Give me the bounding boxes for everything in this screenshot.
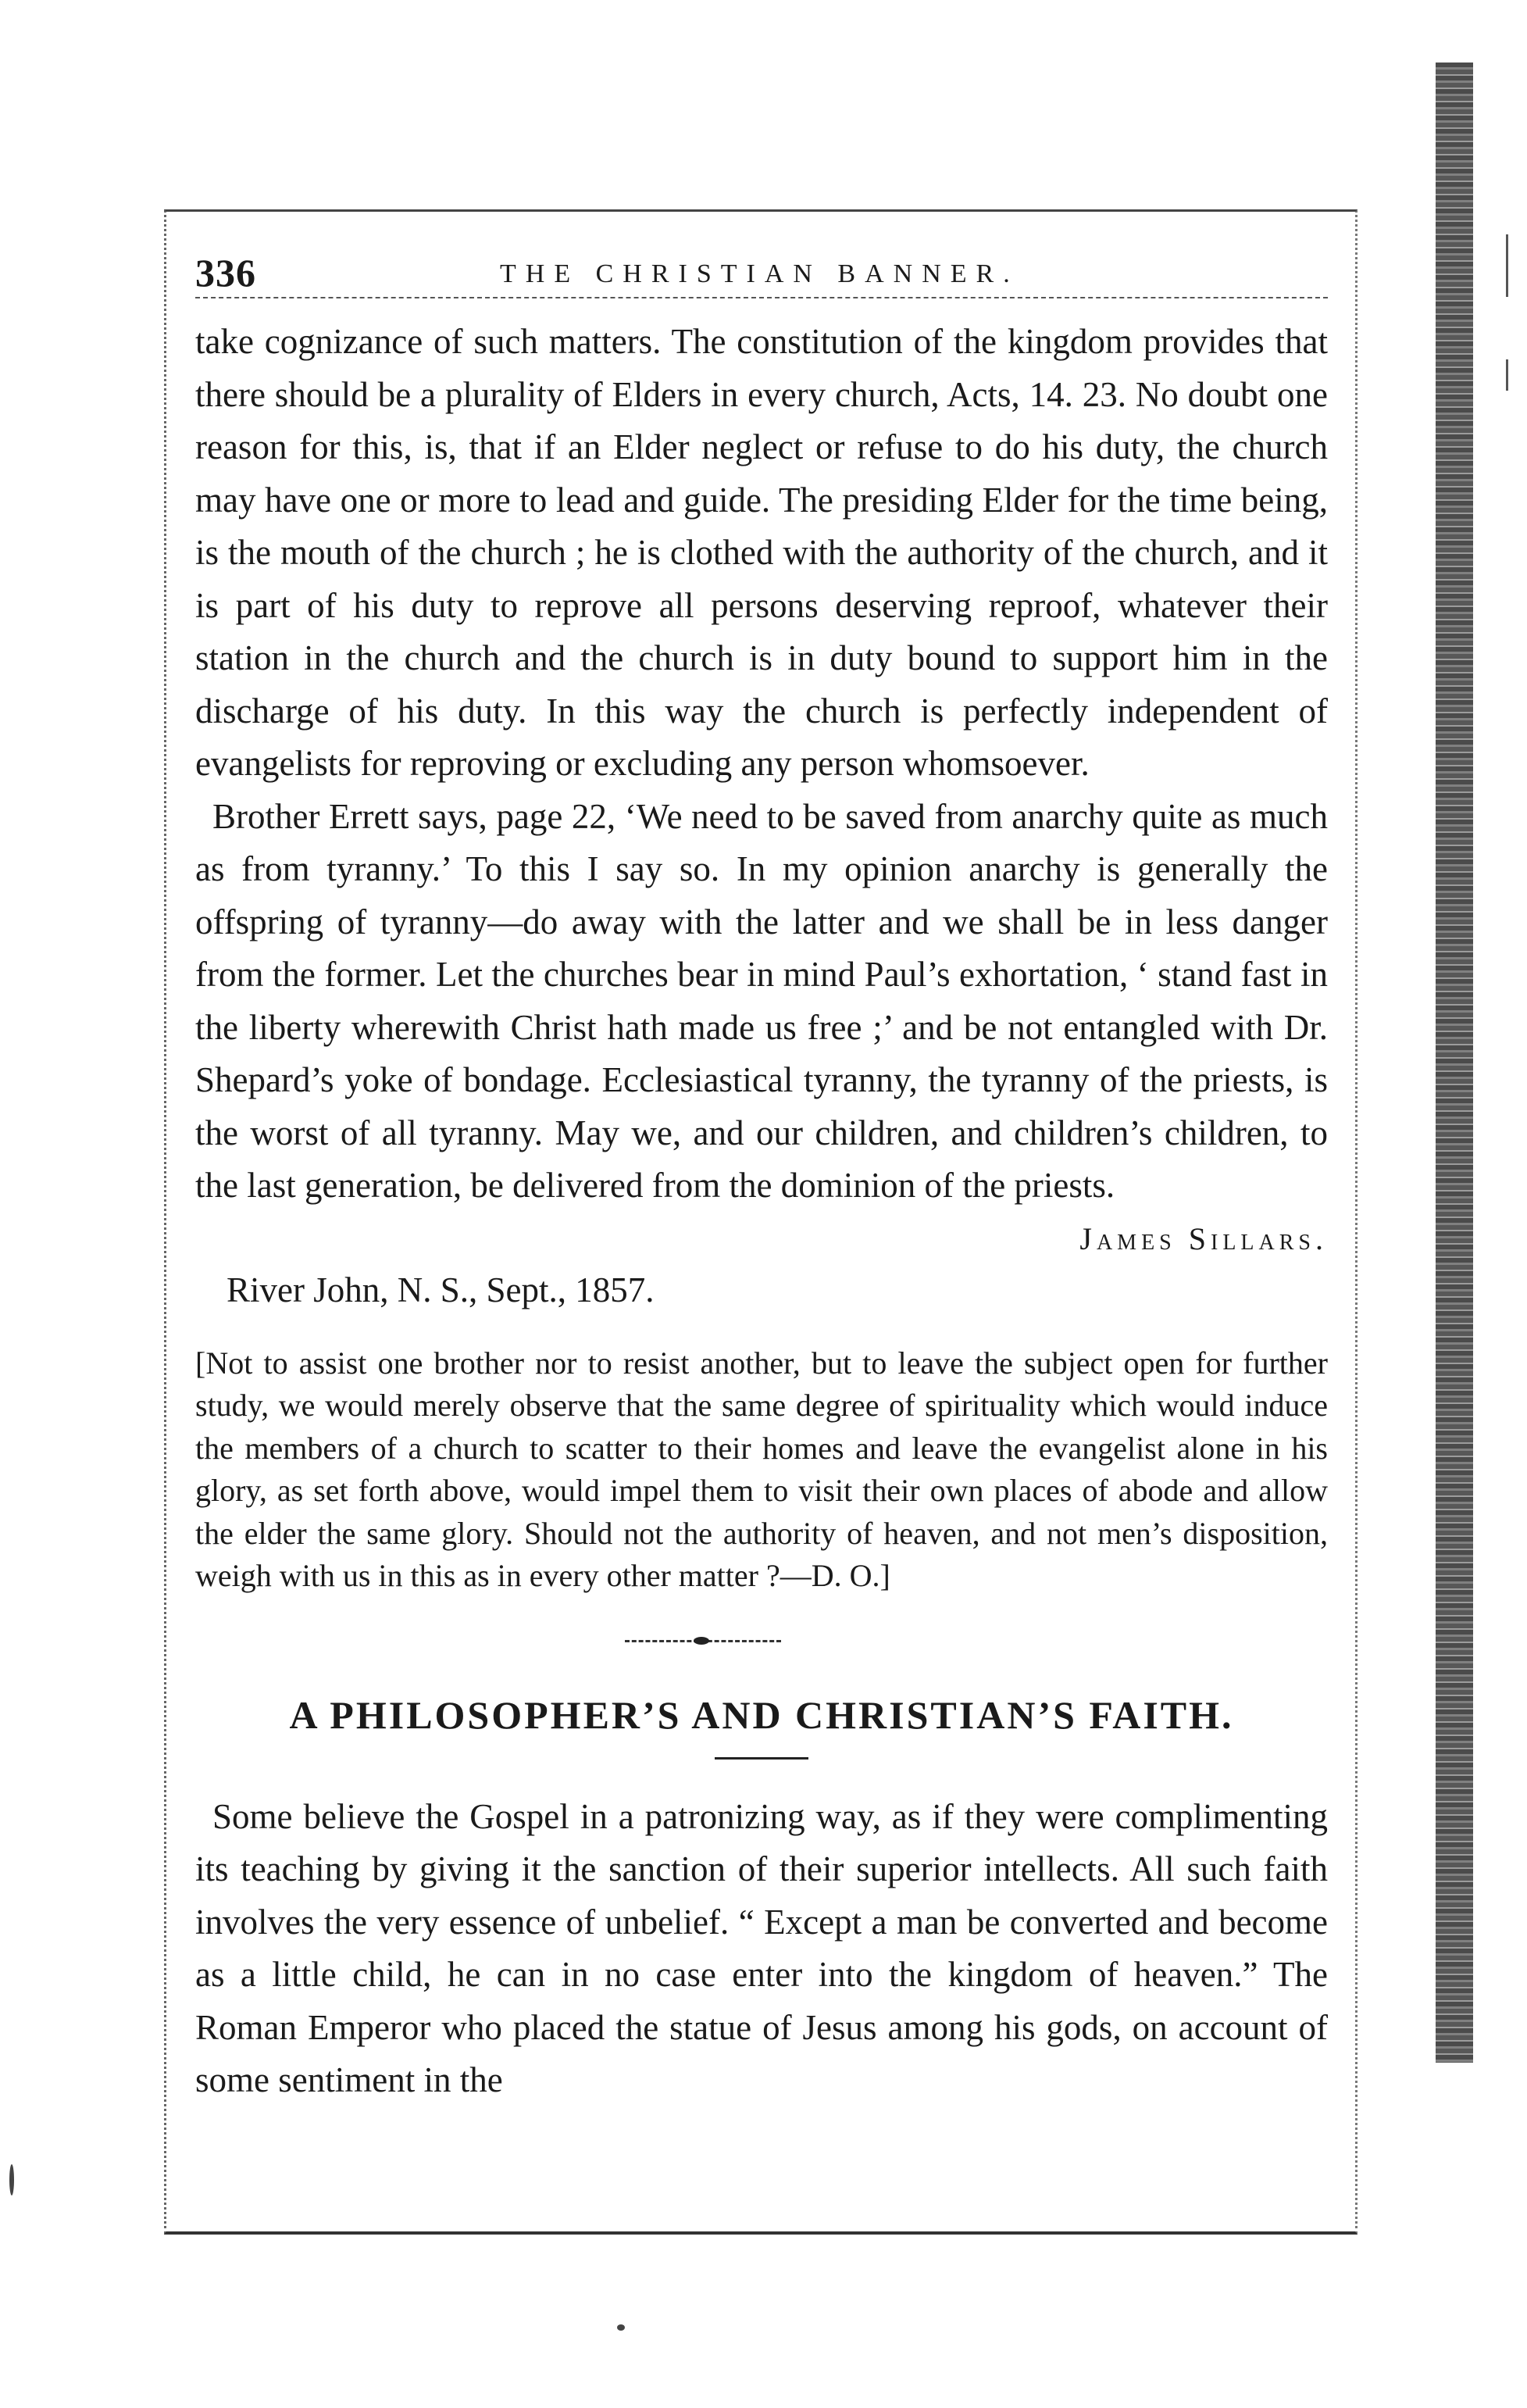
author-signature: James Sillars.: [1079, 1220, 1328, 1256]
article-paragraph: Some believe the Gospel in a patronizing way, as if they were complimenting its teaching by giving it the sanction of their superior intellects. All such faith involves the very essence of unbelief. “ Except a man be converted and become as a little child, he can in no case enter into the kingdom of heaven.” The Roman Emperor who placed the statue of Jesus among his gods, on account of some sentiment in the: [195, 1796, 1328, 2099]
title-rule: [715, 1757, 808, 1760]
edge-mark: [1506, 234, 1508, 297]
header-rule: [195, 297, 1328, 298]
page-header: [195, 234, 1328, 295]
article-title: A PHILOSOPHER’S AND CHRISTIAN’S FAITH.: [289, 1692, 1234, 1737]
divider-ornament: [694, 1637, 709, 1645]
book-spine-shadow: [1436, 63, 1473, 2063]
body-paragraph: Brother Errett says, page 22, ‘We need to be saved from anarchy quite as much as from tyranny.’ To this I say so. In my opinion anarchy is generally the offspring of tyranny—do away with the latter and we shall be in less danger from the former. Let the churches bear in mind Paul’s exhortation, ‘ stand fast in the liberty wherewith Christ hath made us free ;’ and be not entangled with Dr. Shepard’s yoke of bondage. Ecclesiastical tyranny, the tyranny of the priests, is the worst of all tyranny. May we, and our children, and children’s children, to the last generation, be delivered from the dominion of the priests.: [195, 796, 1328, 1205]
running-title: THE CHRISTIAN BANNER.: [500, 259, 1019, 288]
scan-artifact: [617, 2324, 625, 2331]
edge-mark: [1506, 359, 1508, 391]
body-paragraph: take cognizance of such matters. The constitution of the kingdom provides that there should be a plurality of Elders in every church, Acts, 14. 23. No doubt one reason for this, is, that if an Elder neglect or refuse to do his duty, the church may have one or more to lead and guide. The presiding Elder for the time being, is the mouth of the church ; he is clothed with the authority of the church, and it is part of his duty to reprove all persons deserving reproof, whatever their station in the church and the church is in duty bound to support him in the discharge of his duty. In this way the church is perfectly independent of evangelists for reproving or excluding any person whomsoever.: [195, 322, 1328, 783]
scan-artifact: [9, 2164, 14, 2195]
dateline: River John, N. S., Sept., 1857.: [227, 1270, 655, 1309]
page-content: [195, 234, 1328, 2107]
section-divider: [195, 1598, 1328, 1692]
page-number: 336: [195, 251, 256, 295]
editor-note: [Not to assist one brother nor to resist another, but to leave the subject open for further study, we would merely observe that the same degree of spirituality which would induce the members of a church to scatter to their homes and leave the evangelist alone in his glory, as set forth above, would impel them to visit their own places of abode and allow the elder the same glory. Should not the authority of heaven, and not men’s disposition, weigh with us in this as in every other matter ?—D. O.]: [195, 1345, 1328, 1593]
